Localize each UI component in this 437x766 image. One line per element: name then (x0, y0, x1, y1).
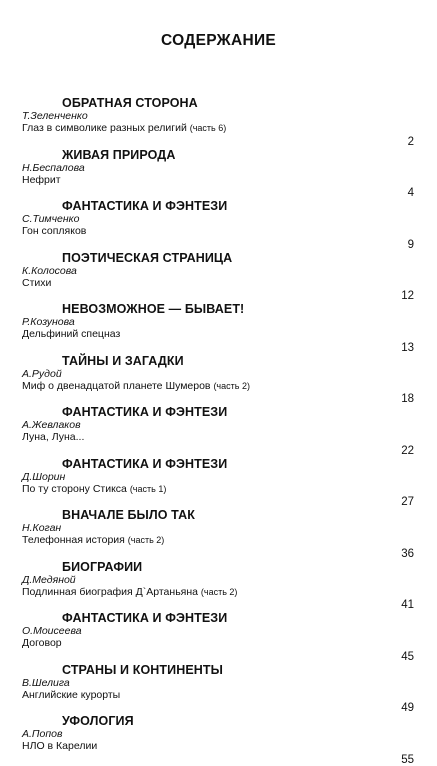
toc-entry (22, 199, 414, 251)
page-number: 55 (401, 753, 414, 766)
toc-entry (22, 508, 414, 560)
work-title (22, 174, 414, 186)
work-title-text: Стихи (22, 276, 52, 289)
author-name: С.Тимченко (22, 213, 80, 225)
author-name: Н.Беспалова (22, 161, 85, 174)
toc-entry (22, 354, 414, 406)
author-name: А.Жевлаков (22, 419, 81, 431)
section-heading: ОБРАТНАЯ СТОРОНА (62, 96, 198, 110)
page-number: 22 (401, 444, 414, 457)
work-title-text: Английские курорты (22, 688, 121, 701)
toc-entry (22, 560, 414, 612)
part-note: (часть 2) (200, 586, 238, 597)
author-name: Т.Зеленченко (22, 110, 88, 122)
work-title-text: Миф о двенадцатой планете Шумеров (22, 379, 211, 392)
work-title (22, 483, 414, 495)
toc-entry (22, 96, 414, 148)
page-number: 12 (401, 290, 414, 302)
page-title: СОДЕРЖАНИЕ (160, 32, 277, 49)
author-name: А.Рудой (22, 367, 62, 380)
work-title-text: Подлинная биография Д`Артаньяна (22, 585, 198, 598)
section-heading: ФАНТАСТИКА И ФЭНТЕЗИ (62, 405, 228, 419)
section-heading: НЕВОЗМОЖНОЕ — БЫВАЕТ! (62, 302, 245, 316)
author-name: О.Моисеева (22, 625, 82, 637)
author-name: В.Шелига (22, 676, 70, 689)
author-name: А.Попов (22, 728, 63, 740)
toc-list (22, 96, 414, 766)
section-heading: ФАНТАСТИКА И ФЭНТЕЗИ (62, 199, 228, 213)
toc-entry (22, 148, 414, 200)
part-note: (часть 1) (129, 483, 167, 494)
page-number: 4 (407, 187, 414, 199)
section-heading: ФАНТАСТИКА И ФЭНТЕЗИ (62, 456, 228, 471)
author-name: К.Колосова (22, 264, 77, 277)
toc-entry (22, 302, 414, 354)
page-number: 36 (401, 547, 414, 560)
work-title-text: Гон сопляков (22, 225, 87, 237)
toc-entry (22, 405, 414, 457)
page-number: 45 (401, 650, 414, 663)
section-heading: УФОЛОГИЯ (62, 714, 134, 728)
toc-entry (22, 611, 414, 663)
toc-entry (22, 714, 414, 766)
work-title (22, 637, 414, 649)
page-number: 13 (401, 341, 414, 354)
work-title (22, 380, 414, 392)
section-heading: ФАНТАСТИКА И ФЭНТЕЗИ (62, 611, 228, 625)
work-title (22, 586, 414, 598)
work-title-text: Нефрит (22, 173, 61, 186)
work-title (22, 689, 414, 701)
work-title-text: Телефонная история (22, 534, 125, 546)
section-heading: СТРАНЫ И КОНТИНЕНТЫ (62, 662, 223, 677)
section-heading: ТАЙНЫ И ЗАГАДКИ (62, 353, 184, 368)
work-title (22, 534, 414, 546)
page-number: 18 (401, 393, 414, 405)
work-title (22, 277, 414, 289)
work-title-text: Луна, Луна... (22, 431, 85, 443)
section-heading: ПОЭТИЧЕСКАЯ СТРАНИЦА (62, 250, 233, 265)
page-number: 2 (407, 135, 414, 148)
section-heading: ЖИВАЯ ПРИРОДА (62, 147, 176, 162)
part-note: (часть 2) (213, 380, 250, 391)
section-heading: БИОГРАФИИ (62, 559, 143, 574)
work-title-text: По ту сторону Стикса (22, 482, 127, 495)
work-title-text: Договор (22, 637, 62, 649)
section-heading: ВНАЧАЛЕ БЫЛО ТАК (62, 508, 195, 522)
author-name: Д.Шорин (22, 470, 66, 483)
page-number: 9 (407, 238, 414, 251)
toc-entry (22, 663, 414, 715)
work-title (22, 431, 414, 443)
work-title (22, 225, 414, 237)
part-note: (часть 6) (189, 123, 227, 133)
toc-entry (22, 251, 414, 303)
page-number: 27 (401, 496, 414, 508)
work-title-text: Глаз в символике разных религий (22, 122, 187, 134)
page-number: 41 (401, 599, 414, 611)
part-note: (часть 2) (127, 535, 165, 545)
work-title-text: Дельфиний спецназ (22, 328, 121, 340)
toc-entry (22, 457, 414, 509)
work-title-text: НЛО в Карелии (22, 740, 98, 752)
author-name: Р.Козунова (22, 316, 75, 328)
work-title (22, 328, 414, 340)
page-number: 49 (401, 702, 414, 714)
work-title (22, 740, 414, 752)
work-title (22, 122, 414, 134)
author-name: Н.Коган (22, 522, 62, 534)
author-name: Д.Медяной (22, 573, 76, 586)
